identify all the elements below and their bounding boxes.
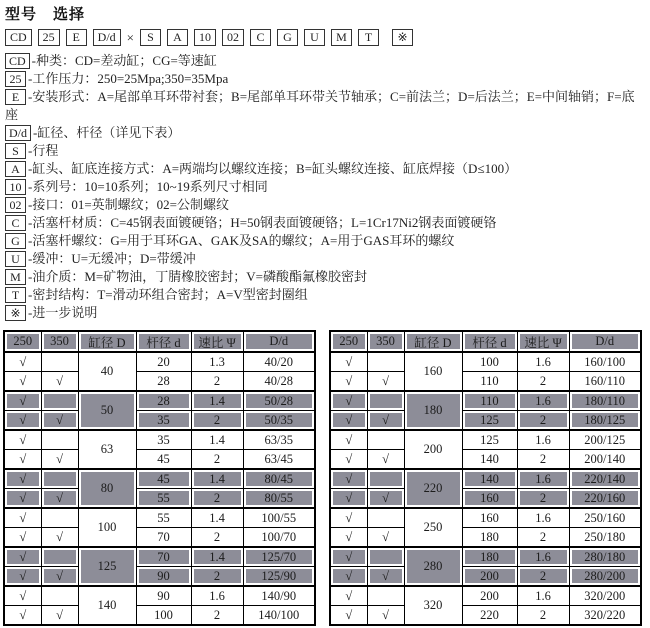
availability-250-cell: √ [330,450,367,470]
rod-diameter-cell: 180 [462,528,517,548]
model-code-box: 02 [222,29,244,46]
bore-rod-combo-cell: 50/28 [243,391,315,411]
legend-text: -行程 [28,143,59,158]
availability-350-cell: √ [41,528,78,548]
availability-250-cell: √ [330,547,367,567]
table-row [330,586,641,606]
table-row [4,469,315,489]
speed-ratio-cell: 2 [191,489,243,509]
model-code-row [5,29,647,46]
legend-item [5,304,647,322]
model-code-box: C [250,29,271,46]
column-header: 速比 Ψ [517,331,569,352]
speed-ratio-cell: 2 [191,372,243,392]
rod-diameter-cell: 100 [136,606,191,626]
bore-rod-combo-cell: 200/140 [569,450,641,470]
header-row [330,331,641,352]
availability-250-cell: √ [330,508,367,528]
rod-diameter-cell: 140 [462,469,517,489]
model-code-box: CD [5,29,32,46]
speed-ratio-cell: 2 [517,450,569,470]
table-row [330,469,641,489]
bore-rod-combo-cell: 63/35 [243,430,315,450]
legend-item [5,178,647,196]
availability-250-cell: √ [330,528,367,548]
availability-350-cell [367,586,404,606]
availability-250-cell: √ [4,606,41,626]
rod-diameter-cell: 28 [136,372,191,392]
bore-rod-combo-cell: 125/90 [243,567,315,587]
table-row [4,391,315,411]
rod-diameter-cell: 200 [462,586,517,606]
legend-text: -缸头、缸底连接方式：A=两端均以螺纹连接；B=缸头螺纹连接、缸底焊接（D≤100） [28,161,518,176]
spec-table-body [330,352,641,625]
bore-diameter-cell: 200 [404,430,462,469]
availability-350-cell [41,586,78,606]
legend-code-box: D/d [5,125,31,141]
table-row [330,352,641,372]
column-header: 250 [330,331,367,352]
legend-code-box: U [5,251,26,267]
table-row [4,489,315,509]
table-row [330,508,641,528]
bore-rod-combo-cell: 40/28 [243,372,315,392]
bore-rod-combo-cell: 140/90 [243,586,315,606]
legend-code-box: 25 [5,71,26,87]
model-code-box: E [66,29,87,46]
legend-item [5,286,647,304]
speed-ratio-cell: 1.4 [191,469,243,489]
legend-item [5,196,647,214]
legend-text: -进一步说明 [28,305,98,320]
column-header: 缸径 D [404,331,462,352]
spec-table-small-bores [3,330,316,626]
column-header: 250 [4,331,41,352]
rod-diameter-cell: 100 [462,352,517,372]
rod-diameter-cell: 70 [136,528,191,548]
column-header: 350 [367,331,404,352]
rod-diameter-cell: 110 [462,372,517,392]
table-row [4,547,315,567]
legend-code-box: M [5,269,26,285]
table-row [330,411,641,431]
availability-350-cell: √ [41,450,78,470]
availability-250-cell: √ [4,391,41,411]
legend-list [5,52,647,322]
model-code-box: T [358,29,379,46]
column-header: 杆径 d [136,331,191,352]
bore-rod-combo-cell: 320/200 [569,586,641,606]
column-header: D/d [569,331,641,352]
bore-rod-combo-cell: 200/125 [569,430,641,450]
model-code-separator: × [126,29,135,45]
availability-250-cell: √ [4,430,41,450]
availability-350-cell [367,469,404,489]
availability-350-cell [367,352,404,372]
table-row [4,606,315,626]
availability-250-cell: √ [4,372,41,392]
bore-diameter-cell: 220 [404,469,462,508]
legend-text: -工作压力：250=25Mpa;350=35Mpa [28,71,229,86]
bore-diameter-cell: 320 [404,586,462,625]
speed-ratio-cell: 2 [191,567,243,587]
rod-diameter-cell: 90 [136,586,191,606]
bore-diameter-cell: 280 [404,547,462,586]
speed-ratio-cell: 1.6 [517,430,569,450]
bore-diameter-cell: 160 [404,352,462,391]
availability-350-cell: √ [41,567,78,587]
availability-250-cell: √ [4,352,41,372]
speed-ratio-cell: 1.6 [517,352,569,372]
bore-rod-combo-cell: 140/100 [243,606,315,626]
speed-ratio-cell: 1.6 [517,469,569,489]
spec-table-header [4,331,315,352]
speed-ratio-cell: 2 [191,411,243,431]
bore-diameter-cell: 50 [78,391,136,430]
legend-text: -缸径、杆径（详见下表） [33,125,181,140]
availability-350-cell [367,391,404,411]
availability-350-cell: √ [367,528,404,548]
model-code-box: A [167,29,188,46]
bore-diameter-cell: 100 [78,508,136,547]
rod-diameter-cell: 160 [462,489,517,509]
legend-code-box: E [5,89,26,105]
bore-diameter-cell: 125 [78,547,136,586]
availability-350-cell: √ [367,489,404,509]
availability-350-cell: √ [41,372,78,392]
legend-code-box: ※ [5,305,26,321]
speed-ratio-cell: 2 [517,528,569,548]
spec-table-large-bores [329,330,642,626]
model-code-box: S [140,29,161,46]
availability-250-cell: √ [4,528,41,548]
bore-rod-combo-cell: 160/110 [569,372,641,392]
legend-text: -活塞杆材质：C=45钢表面镀硬铬；H=50钢表面镀硬铬；L=1Cr17Ni2钢表面镀硬铬 [28,215,497,230]
legend-code-box: A [5,161,26,177]
speed-ratio-cell: 1.6 [191,586,243,606]
availability-350-cell: √ [367,372,404,392]
spec-table-header [330,331,641,352]
bore-rod-combo-cell: 180/125 [569,411,641,431]
legend-item [5,268,647,286]
availability-350-cell: √ [367,411,404,431]
availability-350-cell [41,469,78,489]
rod-diameter-cell: 35 [136,411,191,431]
bore-rod-combo-cell: 63/45 [243,450,315,470]
availability-350-cell: √ [41,606,78,626]
table-row [4,508,315,528]
model-code-box: M [331,29,352,46]
rod-diameter-cell: 45 [136,469,191,489]
column-header: 350 [41,331,78,352]
spec-tables [3,330,647,626]
legend-text: -系列号：10=10系列；10~19系列尺寸相同 [28,179,268,194]
legend-text: -油介质：M=矿物油，丁腈橡胶密封；V=磷酸酯氟橡胶密封 [28,269,367,284]
table-row [330,489,641,509]
availability-250-cell: √ [4,411,41,431]
availability-250-cell: √ [330,586,367,606]
rod-diameter-cell: 180 [462,547,517,567]
availability-350-cell [41,352,78,372]
speed-ratio-cell: 2 [517,411,569,431]
availability-250-cell: √ [4,567,41,587]
speed-ratio-cell: 1.4 [191,430,243,450]
bore-rod-combo-cell: 280/180 [569,547,641,567]
availability-250-cell: √ [330,411,367,431]
speed-ratio-cell: 1.6 [517,547,569,567]
legend-text: -缓冲：U=无缓冲；D=带缓冲 [28,251,196,266]
legend-code-box: S [5,143,26,159]
speed-ratio-cell: 1.6 [517,586,569,606]
model-code-box: ※ [392,29,413,46]
availability-250-cell: √ [4,547,41,567]
model-code-box: 10 [194,29,216,46]
model-code-box: U [304,29,325,46]
rod-diameter-cell: 125 [462,430,517,450]
legend-item [5,124,647,142]
availability-250-cell: √ [4,586,41,606]
rod-diameter-cell: 125 [462,411,517,431]
rod-diameter-cell: 200 [462,567,517,587]
speed-ratio-cell: 2 [517,489,569,509]
rod-diameter-cell: 220 [462,606,517,626]
speed-ratio-cell: 2 [517,567,569,587]
availability-350-cell [367,430,404,450]
availability-250-cell: √ [4,508,41,528]
legend-code-box: G [5,233,26,249]
bore-rod-combo-cell: 280/200 [569,567,641,587]
table-row [330,606,641,626]
speed-ratio-cell: 2 [517,372,569,392]
legend-text: -种类：CD=差动缸；CG=等速缸 [31,53,217,68]
speed-ratio-cell: 1.4 [191,547,243,567]
speed-ratio-cell: 1.4 [191,508,243,528]
bore-diameter-cell: 80 [78,469,136,508]
bore-rod-combo-cell: 50/35 [243,411,315,431]
table-row [4,352,315,372]
bore-rod-combo-cell: 100/70 [243,528,315,548]
table-row [330,450,641,470]
bore-diameter-cell: 180 [404,391,462,430]
availability-250-cell: √ [330,567,367,587]
table-row [4,528,315,548]
bore-rod-combo-cell: 220/140 [569,469,641,489]
rod-diameter-cell: 55 [136,489,191,509]
legend-item [5,142,647,160]
availability-350-cell: √ [367,450,404,470]
legend-text: -接口：01=英制螺纹；02=公制螺纹 [28,197,229,212]
legend-text: -安装形式：A=尾部单耳环带衬套；B=尾部单耳环带关节轴承；C=前法兰；D=后法兰；E=中间轴销；F=底座 [5,89,635,122]
rod-diameter-cell: 28 [136,391,191,411]
table-row [4,372,315,392]
header-row [4,331,315,352]
availability-350-cell [41,508,78,528]
legend-item [5,52,647,70]
bore-rod-combo-cell: 220/160 [569,489,641,509]
availability-250-cell: √ [4,469,41,489]
table-row [330,547,641,567]
bore-diameter-cell: 140 [78,586,136,625]
column-header: 速比 Ψ [191,331,243,352]
table-row [4,450,315,470]
bore-diameter-cell: 40 [78,352,136,391]
rod-diameter-cell: 140 [462,450,517,470]
availability-350-cell [41,391,78,411]
bore-rod-combo-cell: 160/100 [569,352,641,372]
legend-item [5,214,647,232]
availability-250-cell: √ [330,606,367,626]
legend-item [5,232,647,250]
speed-ratio-cell: 1.3 [191,352,243,372]
rod-diameter-cell: 55 [136,508,191,528]
column-header: D/d [243,331,315,352]
spec-table-body [4,352,315,625]
legend-item [5,70,647,88]
legend-code-box: 02 [5,197,26,213]
legend-item [5,250,647,268]
availability-350-cell [41,430,78,450]
bore-rod-combo-cell: 80/55 [243,489,315,509]
availability-250-cell: √ [4,450,41,470]
model-code-box: G [277,29,298,46]
rod-diameter-cell: 20 [136,352,191,372]
table-row [4,567,315,587]
speed-ratio-cell: 1.4 [191,391,243,411]
legend-text: -密封结构：T=滑动环组合密封；A=V型密封圈组 [28,287,308,302]
rod-diameter-cell: 90 [136,567,191,587]
availability-350-cell [367,508,404,528]
bore-rod-combo-cell: 250/160 [569,508,641,528]
legend-code-box: T [5,287,26,303]
bore-rod-combo-cell: 40/20 [243,352,315,372]
legend-code-box: C [5,215,26,231]
table-row [330,430,641,450]
availability-250-cell: √ [330,489,367,509]
table-row [330,528,641,548]
column-header: 缸径 D [78,331,136,352]
bore-diameter-cell: 63 [78,430,136,469]
table-row [4,586,315,606]
table-row [330,567,641,587]
legend-item [5,160,647,178]
availability-350-cell: √ [41,489,78,509]
availability-250-cell: √ [330,391,367,411]
table-row [4,411,315,431]
model-code-box: D/d [93,29,121,46]
availability-250-cell: √ [330,469,367,489]
availability-350-cell: √ [367,606,404,626]
availability-250-cell: √ [330,352,367,372]
rod-diameter-cell: 160 [462,508,517,528]
legend-code-box: 10 [5,179,26,195]
bore-rod-combo-cell: 80/45 [243,469,315,489]
model-code-box: 25 [38,29,60,46]
table-row [330,372,641,392]
speed-ratio-cell: 1.6 [517,391,569,411]
bore-rod-combo-cell: 125/70 [243,547,315,567]
availability-350-cell [41,547,78,567]
speed-ratio-cell: 2 [191,450,243,470]
availability-350-cell: √ [41,411,78,431]
legend-code-box: CD [5,53,30,69]
bore-rod-combo-cell: 100/55 [243,508,315,528]
speed-ratio-cell: 2 [517,606,569,626]
bore-rod-combo-cell: 320/220 [569,606,641,626]
rod-diameter-cell: 110 [462,391,517,411]
table-row [4,430,315,450]
bore-rod-combo-cell: 180/110 [569,391,641,411]
availability-350-cell [367,547,404,567]
speed-ratio-cell: 2 [191,528,243,548]
bore-diameter-cell: 250 [404,508,462,547]
availability-350-cell: √ [367,567,404,587]
availability-250-cell: √ [330,372,367,392]
rod-diameter-cell: 35 [136,430,191,450]
legend-text: -活塞杆螺纹：G=用于耳环GA、GAK及SA的螺纹；A=用于GAS耳环的螺纹 [28,233,455,248]
column-header: 杆径 d [462,331,517,352]
rod-diameter-cell: 45 [136,450,191,470]
page-title: 型号 选择 [5,6,86,23]
speed-ratio-cell: 1.6 [517,508,569,528]
table-row [330,391,641,411]
legend-item [5,88,647,124]
availability-250-cell: √ [4,489,41,509]
rod-diameter-cell: 70 [136,547,191,567]
speed-ratio-cell: 2 [191,606,243,626]
bore-rod-combo-cell: 250/180 [569,528,641,548]
availability-250-cell: √ [330,430,367,450]
